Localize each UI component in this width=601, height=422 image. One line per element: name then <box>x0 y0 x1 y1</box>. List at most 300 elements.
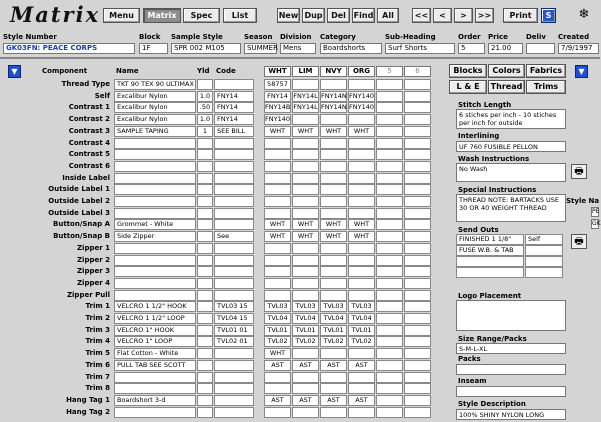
size-color-cell[interactable] <box>320 290 347 301</box>
size-color-cell[interactable]: FNY14B <box>265 103 291 112</box>
snowflake-icon[interactable]: ❄ <box>578 7 590 22</box>
yield-field[interactable] <box>197 407 213 418</box>
size-color-cell[interactable] <box>376 91 403 102</box>
size-color-cell[interactable]: WHT <box>320 219 347 230</box>
size-color-cell[interactable] <box>292 114 319 125</box>
spec-button[interactable]: Spec <box>183 8 220 23</box>
component-name-field[interactable]: VELCRO 1" LOOP <box>114 336 196 347</box>
new-button[interactable]: New <box>277 8 300 23</box>
size-color-cell[interactable] <box>348 138 375 149</box>
size-color-cell[interactable] <box>376 208 403 219</box>
size-color-cell[interactable] <box>320 138 347 149</box>
size-color-cell[interactable] <box>404 325 431 336</box>
yield-field[interactable] <box>197 255 213 266</box>
size-color-cell[interactable] <box>404 91 431 102</box>
size-color-cell[interactable] <box>376 383 403 394</box>
send-out-cell[interactable] <box>525 245 563 256</box>
style-number-field[interactable]: GK03FN: PEACE CORPS <box>3 43 135 54</box>
code-field[interactable]: FNY14 <box>214 91 254 102</box>
tab-trims[interactable]: Trims <box>526 80 566 94</box>
printer-icon[interactable]: 🖶 <box>571 164 587 179</box>
size-color-cell[interactable] <box>348 278 375 289</box>
component-name-field[interactable] <box>114 255 196 266</box>
size-color-cell[interactable] <box>404 231 431 242</box>
next-record-button[interactable]: > <box>454 8 473 23</box>
size-color-cell[interactable] <box>292 383 319 394</box>
scroll-down-arrow-icon[interactable]: ▼ <box>8 65 21 78</box>
size-color-cell[interactable] <box>376 219 403 230</box>
code-field[interactable] <box>214 138 254 149</box>
size-color-cell[interactable] <box>376 325 403 336</box>
yield-field[interactable] <box>197 243 213 254</box>
code-field[interactable]: TVL02 01 <box>214 336 254 347</box>
size-color-cell[interactable]: TVL04 <box>320 313 347 324</box>
size-color-cell[interactable] <box>404 138 431 149</box>
category-field[interactable]: Boardshorts <box>320 43 382 54</box>
component-name-field[interactable]: VELCRO 1" HOOK <box>114 325 196 336</box>
size-color-cell[interactable] <box>292 184 319 195</box>
size-color-cell[interactable] <box>348 196 375 207</box>
yield-field[interactable]: 1.0 <box>197 114 213 125</box>
dup-button[interactable]: Dup <box>302 8 325 23</box>
component-name-field[interactable]: Boardshort 3-d <box>114 395 196 406</box>
code-field[interactable] <box>214 278 254 289</box>
size-color-cell[interactable] <box>348 255 375 266</box>
del-button[interactable]: Del <box>327 8 350 23</box>
size-color-cell[interactable] <box>376 196 403 207</box>
size-color-cell[interactable]: WHT <box>264 231 291 242</box>
size-color-cell[interactable]: TVL02 <box>348 336 375 347</box>
size-color-cell[interactable] <box>376 348 403 359</box>
component-name-field[interactable] <box>114 383 196 394</box>
menu-button[interactable]: Menu <box>103 8 140 23</box>
size-color-cell[interactable] <box>376 266 403 277</box>
yield-field[interactable] <box>197 184 213 195</box>
size-color-cell[interactable]: WHT <box>320 126 347 137</box>
code-field[interactable] <box>214 290 254 301</box>
stitch-length-field[interactable]: 6 stiches per inch - 10 stiches per inch for outside <box>456 109 566 129</box>
size-color-cell[interactable] <box>320 243 347 254</box>
price-field[interactable]: 21.00 <box>488 43 523 54</box>
size-color-cell[interactable] <box>320 114 347 125</box>
division-field[interactable]: Mens <box>280 43 316 54</box>
code-field[interactable]: FNY14 <box>214 114 254 125</box>
find-button[interactable]: Find <box>352 8 375 23</box>
send-out-cell[interactable]: Self <box>525 234 563 245</box>
size-color-cell[interactable]: AST <box>348 395 375 406</box>
sample-style-field[interactable]: SPR 002 M105 <box>171 43 241 54</box>
all-button[interactable]: All <box>377 8 399 23</box>
size-color-cell[interactable]: TVL01 <box>292 325 319 336</box>
component-name-field[interactable]: VELCRO 1 1/2" HOOK <box>114 301 196 312</box>
size-color-cell[interactable]: TVL03 <box>264 301 291 312</box>
size-color-cell[interactable] <box>320 255 347 266</box>
code-field[interactable] <box>214 266 254 277</box>
size-color-cell[interactable]: TVL04 <box>264 313 291 324</box>
size-color-cell[interactable] <box>348 243 375 254</box>
size-color-cell[interactable] <box>264 278 291 289</box>
size-color-cell[interactable] <box>348 161 375 172</box>
size-color-cell[interactable] <box>348 266 375 277</box>
size-color-cell[interactable] <box>404 161 431 172</box>
created-field[interactable]: 7/9/1997 <box>558 43 599 54</box>
size-color-cell[interactable] <box>348 184 375 195</box>
size-color-cell[interactable] <box>404 266 431 277</box>
size-color-cell[interactable] <box>320 196 347 207</box>
yield-field[interactable]: .50 <box>197 102 213 113</box>
yield-field[interactable] <box>197 395 213 406</box>
size-color-cell[interactable] <box>404 395 431 406</box>
size-color-cell[interactable] <box>404 173 431 184</box>
yield-field[interactable] <box>197 231 213 242</box>
s-button[interactable]: S <box>541 8 556 23</box>
component-name-field[interactable]: VELCRO 1 1/2" LOOP <box>114 313 196 324</box>
size-color-cell[interactable] <box>376 79 403 90</box>
yield-field[interactable] <box>197 348 213 359</box>
size-color-cell[interactable]: WHT <box>348 126 375 137</box>
tab-colors[interactable]: Colors <box>488 64 525 78</box>
size-color-cell[interactable]: WHT <box>292 219 319 230</box>
size-color-cell[interactable]: FNY14N <box>321 91 347 100</box>
size-color-cell[interactable] <box>404 278 431 289</box>
size-color-cell[interactable] <box>376 149 403 160</box>
size-color-cell[interactable] <box>320 173 347 184</box>
first-record-button[interactable]: << <box>412 8 431 23</box>
size-color-cell[interactable] <box>404 313 431 324</box>
component-name-field[interactable] <box>114 372 196 383</box>
size-color-cell[interactable] <box>348 173 375 184</box>
yield-field[interactable] <box>197 372 213 383</box>
size-color-cell[interactable] <box>404 114 431 125</box>
yield-field[interactable] <box>197 266 213 277</box>
size-color-cell[interactable]: FNY14N <box>321 103 347 112</box>
tab-thread[interactable]: Thread <box>488 80 525 94</box>
size-color-cell[interactable] <box>376 243 403 254</box>
size-color-cell[interactable]: TVL01 <box>348 325 375 336</box>
size-color-cell[interactable]: AST <box>264 360 291 371</box>
size-color-cell[interactable] <box>404 149 431 160</box>
code-field[interactable]: See <box>214 231 254 242</box>
code-field[interactable]: TVL03 15 <box>214 301 254 312</box>
size-color-cell[interactable] <box>376 336 403 347</box>
component-name-field[interactable]: PULL TAB SEE SCOTT <box>114 360 196 371</box>
yield-field[interactable] <box>197 208 213 219</box>
send-out-cell[interactable] <box>456 267 524 278</box>
style-description-field[interactable]: 100% SHINY NYLON LONG <box>456 409 566 420</box>
send-out-cell[interactable] <box>456 256 524 267</box>
size-color-cell[interactable]: FNY14L <box>293 91 318 100</box>
component-name-field[interactable] <box>114 208 196 219</box>
size-color-cell[interactable]: AST <box>292 395 319 406</box>
size-color-cell[interactable] <box>404 301 431 312</box>
size-color-cell[interactable]: WHT <box>264 219 291 230</box>
size-color-cell[interactable] <box>348 79 375 90</box>
size-color-cell[interactable] <box>376 301 403 312</box>
size-color-cell[interactable]: AST <box>264 395 291 406</box>
component-name-field[interactable] <box>114 407 196 418</box>
code-field[interactable] <box>214 184 254 195</box>
code-field[interactable] <box>214 360 254 371</box>
size-color-cell[interactable] <box>320 407 347 418</box>
size-color-cell[interactable]: WHT <box>264 348 291 359</box>
yield-field[interactable] <box>197 173 213 184</box>
size-color-cell[interactable]: AST <box>292 360 319 371</box>
size-color-cell[interactable] <box>264 407 291 418</box>
size-color-cell[interactable] <box>264 266 291 277</box>
size-color-cell[interactable] <box>292 407 319 418</box>
size-color-cell[interactable] <box>404 219 431 230</box>
yield-field[interactable]: 1.0 <box>197 91 213 102</box>
send-out-cell[interactable]: FINISHED 1 1/8" <box>456 234 524 245</box>
size-color-cell[interactable]: WHT <box>292 126 319 137</box>
scroll-down-arrow-icon-right[interactable]: ▼ <box>575 65 588 78</box>
send-out-cell[interactable] <box>525 256 563 267</box>
size-color-cell[interactable] <box>376 360 403 371</box>
component-name-field[interactable] <box>114 196 196 207</box>
component-name-field[interactable] <box>114 173 196 184</box>
size-color-cell[interactable]: WHT <box>292 231 319 242</box>
yield-field[interactable] <box>197 383 213 394</box>
size-range-field[interactable]: S-M-L-XL <box>456 343 566 354</box>
size-color-cell[interactable]: TVL04 <box>292 313 319 324</box>
size-color-cell[interactable] <box>376 255 403 266</box>
size-color-cell[interactable] <box>292 161 319 172</box>
component-name-field[interactable]: Side Zipper <box>114 231 196 242</box>
size-color-cell[interactable]: FNY140 <box>349 103 374 112</box>
yield-field[interactable] <box>197 161 213 172</box>
size-color-cell[interactable] <box>404 184 431 195</box>
tab-fabrics[interactable]: Fabrics <box>526 64 566 78</box>
size-color-cell[interactable] <box>320 161 347 172</box>
component-name-field[interactable]: Excalibur Nylon <box>114 102 196 113</box>
wash-instructions-field[interactable]: No Wash <box>456 163 566 182</box>
last-record-button[interactable]: >> <box>475 8 494 23</box>
component-name-field[interactable]: Grommet - White <box>114 219 196 230</box>
size-color-cell[interactable] <box>376 290 403 301</box>
size-color-cell[interactable] <box>376 173 403 184</box>
yield-field[interactable] <box>197 219 213 230</box>
printer-icon-2[interactable]: 🖶 <box>571 234 587 249</box>
yield-field[interactable] <box>197 360 213 371</box>
size-color-cell[interactable] <box>404 243 431 254</box>
size-color-cell[interactable]: FNY14L <box>293 103 318 112</box>
order-field[interactable]: 5 <box>458 43 485 54</box>
tab-blocks[interactable]: Blocks <box>449 64 487 78</box>
code-field[interactable] <box>214 79 254 90</box>
size-color-cell[interactable] <box>264 184 291 195</box>
component-name-field[interactable] <box>114 149 196 160</box>
size-color-cell[interactable] <box>292 290 319 301</box>
size-color-cell[interactable] <box>376 126 403 137</box>
size-color-cell[interactable] <box>264 149 291 160</box>
size-color-cell[interactable]: TVL02 <box>292 336 319 347</box>
deliv-field[interactable] <box>526 43 555 54</box>
size-color-cell[interactable] <box>320 208 347 219</box>
component-name-field[interactable] <box>114 184 196 195</box>
code-field[interactable] <box>214 372 254 383</box>
size-color-cell[interactable] <box>264 196 291 207</box>
size-color-cell[interactable] <box>320 184 347 195</box>
size-color-cell[interactable] <box>404 79 431 90</box>
special-instructions-field[interactable]: THREAD NOTE: BARTACKS USE 30 OR 40 WEIGHT THREAD <box>456 194 566 222</box>
size-color-cell[interactable]: AST <box>348 360 375 371</box>
size-color-cell[interactable] <box>292 208 319 219</box>
size-color-cell[interactable] <box>376 138 403 149</box>
size-color-cell[interactable] <box>376 102 403 113</box>
size-color-cell[interactable] <box>320 149 347 160</box>
size-color-cell[interactable] <box>292 196 319 207</box>
size-color-cell[interactable] <box>404 360 431 371</box>
code-field[interactable] <box>214 161 254 172</box>
size-color-cell[interactable]: TVL03 <box>320 301 347 312</box>
size-color-cell[interactable] <box>264 255 291 266</box>
code-field[interactable]: SEE BILL <box>214 126 254 137</box>
component-name-field[interactable] <box>114 243 196 254</box>
size-color-cell[interactable] <box>320 372 347 383</box>
size-color-cell[interactable] <box>376 231 403 242</box>
send-out-cell[interactable] <box>525 267 563 278</box>
yield-field[interactable] <box>197 149 213 160</box>
size-color-cell[interactable] <box>348 372 375 383</box>
code-field[interactable]: TVL01 01 <box>214 325 254 336</box>
logo-placement-field[interactable] <box>456 300 566 331</box>
size-color-cell[interactable] <box>292 138 319 149</box>
code-field[interactable] <box>214 149 254 160</box>
yield-field[interactable] <box>197 301 213 312</box>
size-color-cell[interactable]: TVL01 <box>320 325 347 336</box>
size-color-cell[interactable] <box>348 407 375 418</box>
component-name-field[interactable]: Excalibur Nylon <box>114 91 196 102</box>
inseam-field[interactable] <box>456 386 566 397</box>
size-color-cell[interactable] <box>264 383 291 394</box>
size-color-cell[interactable] <box>264 138 291 149</box>
size-color-cell[interactable] <box>292 348 319 359</box>
code-field[interactable] <box>214 173 254 184</box>
yield-field[interactable] <box>197 278 213 289</box>
size-color-cell[interactable] <box>376 407 403 418</box>
size-color-cell[interactable] <box>348 114 375 125</box>
size-color-cell[interactable]: AST <box>320 395 347 406</box>
size-color-cell[interactable] <box>376 114 403 125</box>
clipped-field-1[interactable]: PE <box>592 208 600 215</box>
size-color-cell[interactable] <box>292 243 319 254</box>
yield-field[interactable] <box>197 79 213 90</box>
size-color-cell[interactable] <box>264 161 291 172</box>
size-color-cell[interactable] <box>320 348 347 359</box>
size-color-cell[interactable] <box>320 266 347 277</box>
size-color-cell[interactable]: WHT <box>320 231 347 242</box>
code-field[interactable]: TVL04 15 <box>214 313 254 324</box>
size-color-cell[interactable] <box>404 126 431 137</box>
size-color-cell[interactable] <box>292 149 319 160</box>
size-color-cell[interactable]: 58757 <box>264 79 291 90</box>
clipped-field-2[interactable]: GK <box>592 220 601 227</box>
size-color-cell[interactable] <box>348 383 375 394</box>
size-color-cell[interactable] <box>376 372 403 383</box>
code-field[interactable] <box>214 219 254 230</box>
size-color-cell[interactable] <box>404 383 431 394</box>
size-color-cell[interactable] <box>376 278 403 289</box>
size-color-cell[interactable] <box>292 173 319 184</box>
size-color-cell[interactable]: FNY14 <box>264 91 291 102</box>
code-field[interactable] <box>214 208 254 219</box>
yield-field[interactable] <box>197 196 213 207</box>
size-color-cell[interactable]: TVL02 <box>320 336 347 347</box>
size-color-cell[interactable] <box>376 313 403 324</box>
component-name-field[interactable]: TKT 90 TEX 90 ULTIMAX <box>114 79 196 90</box>
size-color-cell[interactable] <box>292 372 319 383</box>
code-field[interactable] <box>214 255 254 266</box>
season-field[interactable]: SUMMER <box>244 43 277 54</box>
code-field[interactable] <box>214 407 254 418</box>
matrix-button[interactable]: Matrix <box>143 8 181 23</box>
yield-field[interactable] <box>197 325 213 336</box>
list-button[interactable]: List <box>223 8 257 23</box>
size-color-cell[interactable]: TVL03 <box>348 301 375 312</box>
size-color-cell[interactable] <box>264 372 291 383</box>
size-color-cell[interactable]: AST <box>320 360 347 371</box>
send-out-cell[interactable]: FUSE W.B. & TAB <box>456 245 524 256</box>
component-name-field[interactable] <box>114 266 196 277</box>
size-color-cell[interactable] <box>264 290 291 301</box>
size-color-cell[interactable] <box>404 196 431 207</box>
sub-heading-field[interactable]: Surf Shorts <box>385 43 455 54</box>
code-field[interactable] <box>214 196 254 207</box>
component-name-field[interactable] <box>114 290 196 301</box>
size-color-cell[interactable] <box>292 79 319 90</box>
size-color-cell[interactable] <box>264 208 291 219</box>
size-color-cell[interactable] <box>292 266 319 277</box>
size-color-cell[interactable] <box>404 348 431 359</box>
interlining-field[interactable]: UF 760 FUSIBLE PELLON <box>456 141 566 152</box>
yield-field[interactable] <box>197 313 213 324</box>
size-color-cell[interactable] <box>264 243 291 254</box>
component-name-field[interactable] <box>114 138 196 149</box>
block-field[interactable]: 1F <box>139 43 168 54</box>
yield-field[interactable] <box>197 290 213 301</box>
size-color-cell[interactable] <box>404 290 431 301</box>
component-name-field[interactable]: Excalibur Nylon <box>114 114 196 125</box>
size-color-cell[interactable]: FNY140 <box>349 91 374 100</box>
size-color-cell[interactable]: WHT <box>348 231 375 242</box>
size-color-cell[interactable] <box>404 255 431 266</box>
size-color-cell[interactable] <box>348 149 375 160</box>
size-color-cell[interactable]: TVL04 <box>348 313 375 324</box>
code-field[interactable] <box>214 243 254 254</box>
yield-field[interactable] <box>197 138 213 149</box>
size-color-cell[interactable]: FNY140 <box>265 115 290 124</box>
component-name-field[interactable]: SAMPLE TAPING <box>114 126 196 137</box>
size-color-cell[interactable] <box>320 278 347 289</box>
component-name-field[interactable]: Flat Cotton - White <box>114 348 196 359</box>
yield-field[interactable] <box>197 336 213 347</box>
size-color-cell[interactable] <box>348 348 375 359</box>
size-color-cell[interactable] <box>264 173 291 184</box>
size-color-cell[interactable] <box>404 407 431 418</box>
prev-record-button[interactable]: < <box>433 8 452 23</box>
size-color-cell[interactable] <box>320 79 347 90</box>
size-color-cell[interactable] <box>292 278 319 289</box>
size-color-cell[interactable]: WHT <box>264 126 291 137</box>
code-field[interactable]: FNY14 <box>214 102 254 113</box>
size-color-cell[interactable]: TVL03 <box>292 301 319 312</box>
size-color-cell[interactable] <box>404 102 431 113</box>
size-color-cell[interactable] <box>292 255 319 266</box>
print-button[interactable]: Print <box>503 8 538 23</box>
component-name-field[interactable] <box>114 161 196 172</box>
size-color-cell[interactable] <box>404 336 431 347</box>
size-color-cell[interactable] <box>404 208 431 219</box>
